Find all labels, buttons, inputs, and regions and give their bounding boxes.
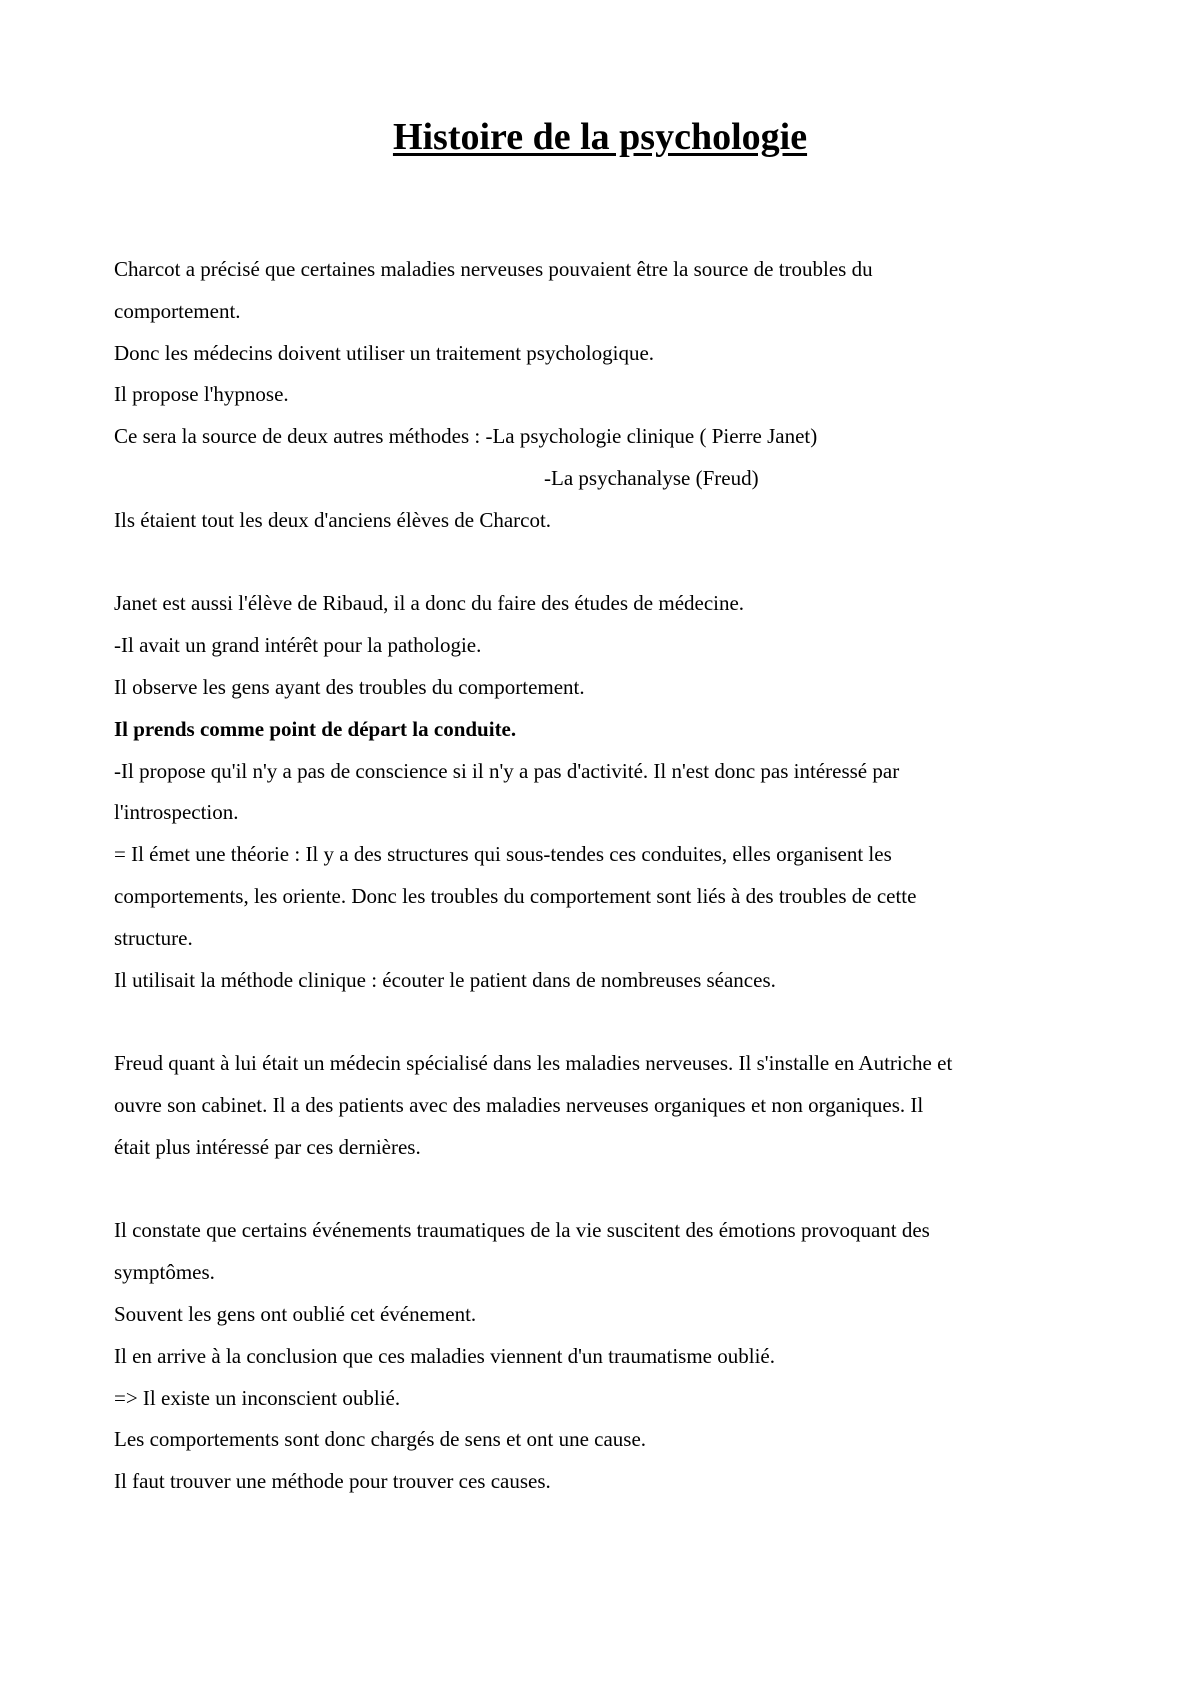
text-line: -Il avait un grand intérêt pour la pathologie.: [114, 633, 482, 658]
text-line: => Il existe un inconscient oublié.: [114, 1385, 401, 1410]
paragraph-gap: [114, 542, 1114, 584]
text-line: ouvre son cabinet. Il a des patients avec des maladies nerveuses organiques et non organiques. Il: [114, 1092, 924, 1117]
text-line: Il propose l'hypnose.: [114, 382, 289, 407]
document-body: [114, 249, 1114, 1503]
paragraph-gap: [114, 1001, 1114, 1043]
text-line: symptômes.: [114, 1260, 215, 1285]
text-line: comportements, les oriente. Donc les troubles du comportement sont liés à des troubles de cette: [114, 883, 917, 908]
text-line: Il en arrive à la conclusion que ces maladies viennent d'un traumatisme oublié.: [114, 1343, 775, 1368]
text-line: = Il émet une théorie : Il y a des structures qui sous-tendes ces conduites, elles organisent les: [114, 842, 892, 867]
text-line: structure.: [114, 925, 193, 950]
document-title: Histoire de la psychologie: [392, 116, 808, 158]
text-line: Il utilisait la méthode clinique : écouter le patient dans de nombreuses séances.: [114, 967, 776, 992]
text-line: -Il propose qu'il n'y a pas de conscience si il n'y a pas d'activité. Il n'est donc pas intéressé par: [114, 758, 900, 783]
text-line: Freud quant à lui était un médecin spécialisé dans les maladies nerveuses. Il s'installe en Autriche et: [114, 1051, 953, 1076]
text-line-indented: -La psychanalyse (Freud): [544, 465, 759, 490]
text-line-bold: Il prends comme point de départ la conduite.: [114, 716, 517, 741]
text-line: était plus intéressé par ces dernières.: [114, 1134, 421, 1159]
paragraph-gap: [114, 1169, 1114, 1211]
text-line: Janet est aussi l'élève de Ribaud, il a donc du faire des études de médecine.: [114, 591, 745, 616]
text-line: Il constate que certains événements traumatiques de la vie suscitent des émotions provoquant des: [114, 1218, 930, 1243]
text-line: Il faut trouver une méthode pour trouver ces causes.: [114, 1469, 551, 1494]
text-line: Il observe les gens ayant des troubles du comportement.: [114, 674, 585, 699]
text-line: Souvent les gens ont oublié cet événement.: [114, 1301, 477, 1326]
text-line: Les comportements sont donc chargés de sens et ont une cause.: [114, 1427, 647, 1452]
text-line: Ce sera la source de deux autres méthodes : -La psychologie clinique ( Pierre Janet): [114, 424, 818, 449]
text-line: comportement.: [114, 298, 241, 323]
text-line: Charcot a précisé que certaines maladies nerveuses pouvaient être la source de troubles du: [114, 257, 873, 281]
text-line: l'introspection.: [114, 800, 239, 825]
text-line: Ils étaient tout les deux d'anciens élèves de Charcot.: [114, 507, 552, 532]
text-line: Donc les médecins doivent utiliser un traitement psychologique.: [114, 340, 655, 365]
